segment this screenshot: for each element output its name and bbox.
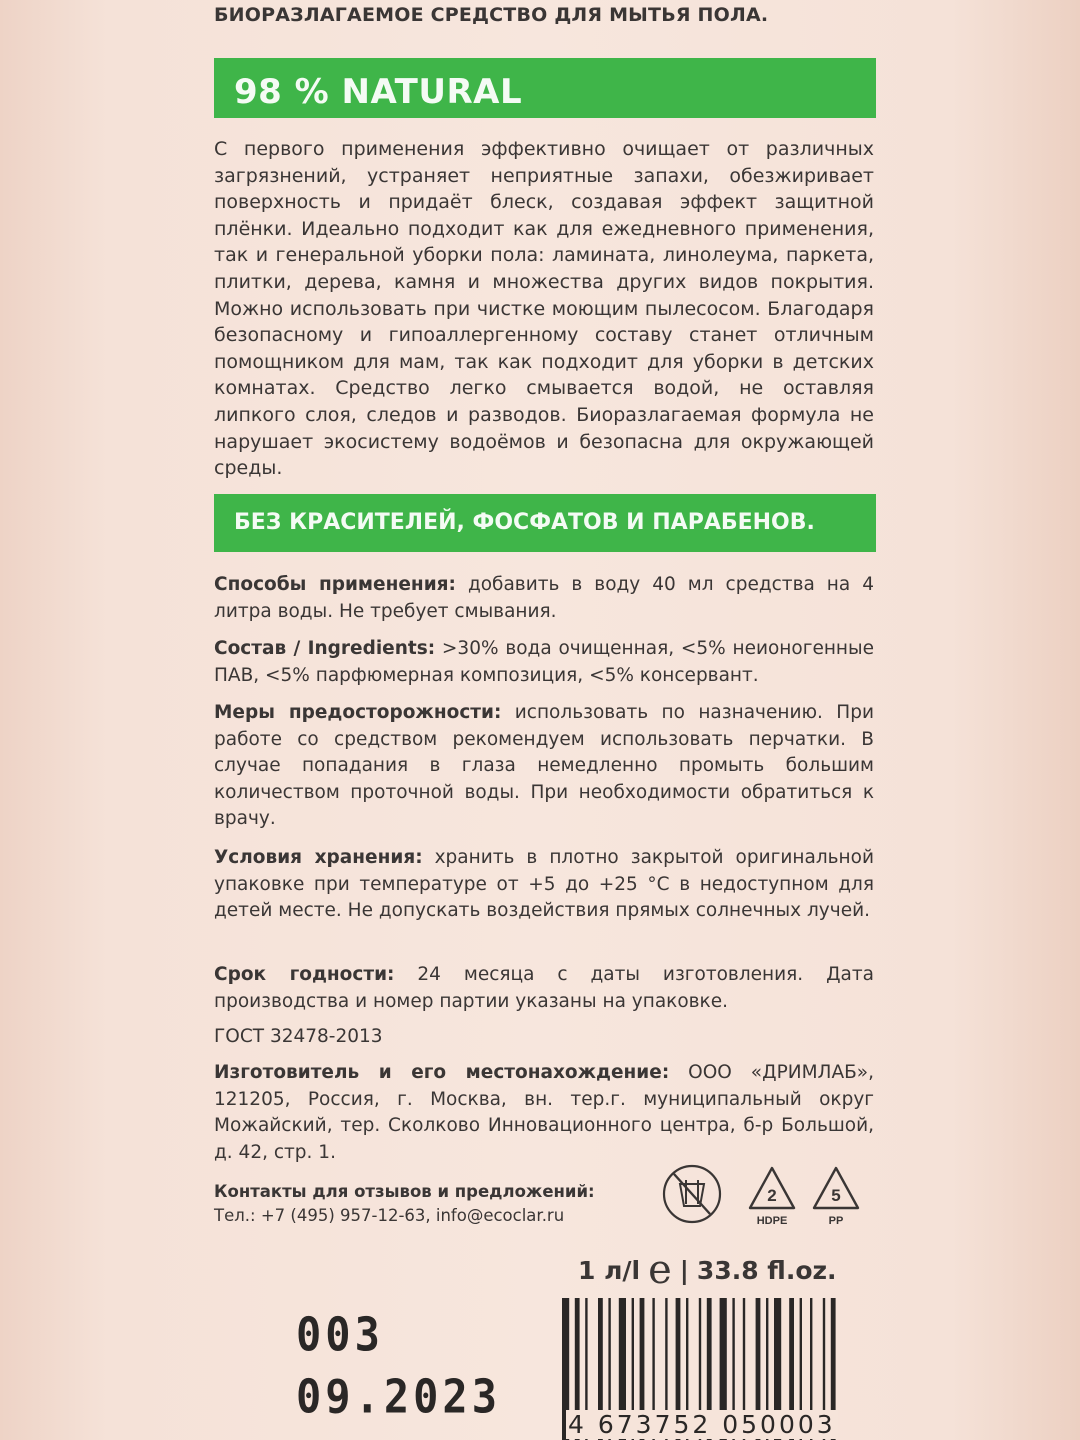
shelf-life-label: Срок годности: [214,964,395,985]
recycling-icons [662,1160,874,1232]
usage-section [214,572,874,625]
natural-badge: 98 % NATURAL [214,58,876,118]
manufacturer-section [214,1060,874,1166]
recycle-code-2: 2 [767,1186,777,1205]
volume-separator: | [679,1255,689,1285]
contacts-block [214,1180,595,1228]
estimated-sign-icon: e [648,1247,672,1293]
precautions-text: использовать по назначению. При работе со средством рекомендуем использовать перчатки. В случае попадания в глаза немедленно промыть большим количеством проточной воды. При необходимости обратиться к врачу. [214,702,874,830]
usage-label: Способы применения: [214,574,456,595]
product-title: БИОРАЗЛАГАЕМОЕ СРЕДСТВО ДЛЯ МЫТЬЯ ПОЛА. [214,4,769,26]
manufacturer-label: Изготовитель и его местонахождение: [214,1062,670,1083]
ingredients-text: >30% вода очищенная, <5% неионогенные ПАВ, <5% парфюмерная композиция, <5% консервант. [214,638,875,686]
batch-number: 003 [296,1307,384,1362]
storage-section [214,845,874,925]
storage-label: Условия хранения: [214,847,423,868]
volume-info [578,1247,874,1293]
recycle-label-hdpe: HDPE [756,1215,788,1227]
free-from-badge: БЕЗ КРАСИТЕЛЕЙ, ФОСФАТОВ И ПАРАБЕНОВ. [214,494,876,552]
ingredients-label: Состав / Ingredients: [214,638,436,659]
precautions-section [214,700,874,833]
recycle-pp-icon [814,1168,858,1227]
barcode-digits: 4 673752 050003 [568,1410,836,1439]
not-food-safe-icon [664,1166,720,1222]
ingredients-section [214,636,874,689]
volume-imperial: 33.8 fl.oz. [696,1255,837,1285]
storage-text: хранить в плотно закрытой оригинальной упаковке при температуре от +5 до +25 °С в недоступном для детей месте. Не допускать воздействия прямых солнечных лучей. [214,847,874,922]
shelf-life-text: 24 месяца с даты изготовления. Дата производства и номер партии указаны на упаковке. [214,964,874,1012]
precautions-label: Меры предосторожности: [214,702,502,723]
contacts-label: Контакты для отзывов и предложений: [214,1182,595,1201]
product-description: С первого применения эффективно очищает от различных загрязнений, устраняет неприятные запахи, обезжиривает поверхность и придаёт блеск, создавая эффект защитной плёнки. Идеально подходит как для ежедневного применения, так и генеральной уборки пола: ламината, линолеума, паркета, плитки, дерева, камня и множества других видов покрытия. Можно использовать при чистке моющим пылесосом. Благодаря безопасному и гипоаллергенному составу станет отличным помощником для мам, так как подходит для уборки в детских комнатах. Средство легко смывается водой, не оставляя липкого слоя, следов и разводов. Биоразлагаемая формула не нарушает экосистему водоёмов и безопасна для окружающей среды. [214,138,874,480]
shelf-life-section [214,962,874,1015]
standard-code: ГОСТ 32478-2013 [214,1026,383,1047]
volume-metric: 1 л/l [578,1255,641,1285]
manufacturer-text: ООО «ДРИМЛАБ», 121205, Россия, г. Москва, вн. тер.г. муниципальный округ Можайский, тер. Сколково Инновационного центра, б-р Большой, д. 42, стр. 1. [214,1062,874,1163]
usage-text: добавить в воду 40 мл средства на 4 литра воды. Не требует смывания. [214,574,874,622]
recycle-label-pp: PP [828,1215,844,1227]
production-date: 09.2023 [296,1369,502,1424]
recycle-code-5: 5 [831,1186,841,1205]
recycle-hdpe-icon [750,1168,794,1227]
contacts-line: Тел.: +7 (495) 957-12-63, info@ecoclar.ru [214,1206,565,1225]
